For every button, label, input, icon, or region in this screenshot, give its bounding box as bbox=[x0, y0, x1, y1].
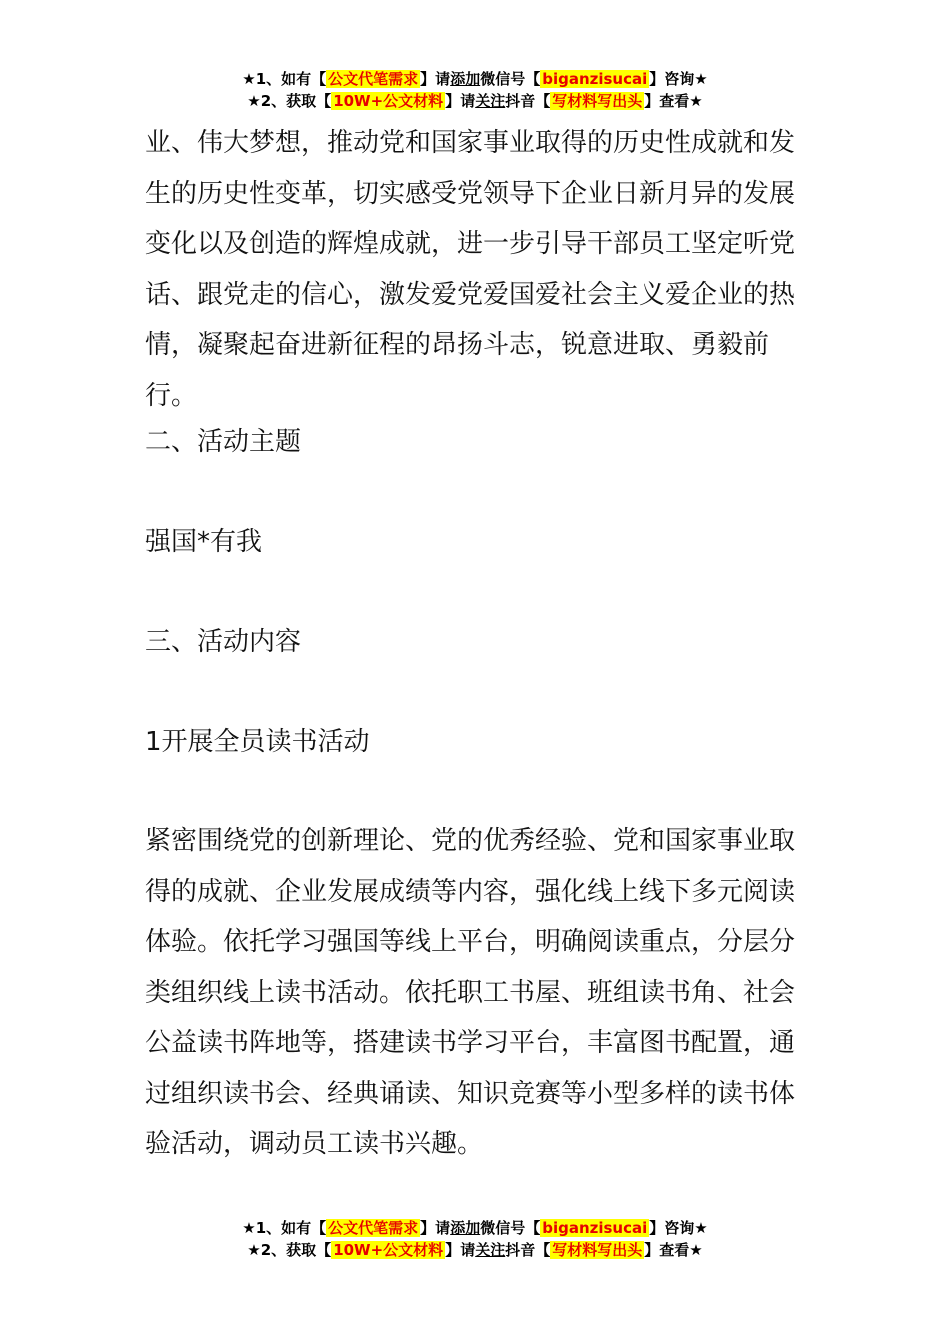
paragraph-line: 话、跟党走的信心，激发爱党爱国爱社会主义爱企业的热 bbox=[145, 279, 796, 310]
promo-highlight: 10W+公文材料 bbox=[333, 92, 444, 110]
promo-line-2 bbox=[0, 90, 950, 112]
promo-text: 微信号【 bbox=[480, 1219, 541, 1237]
promo-underlined: 添加 bbox=[450, 1219, 481, 1237]
promo-text: 】请 bbox=[445, 92, 476, 110]
promo-highlight: 公文代笔需求 bbox=[328, 70, 419, 88]
paragraph-reading bbox=[145, 816, 817, 1170]
promo-text: ★1、如有【 bbox=[242, 1219, 327, 1237]
promo-highlight: 写材料写出头 bbox=[552, 92, 643, 110]
promo-underlined: 关注 bbox=[475, 92, 506, 110]
promo-text: ★2、获取【 bbox=[247, 1241, 332, 1259]
promo-header bbox=[0, 68, 950, 112]
promo-highlight: 写材料写出头 bbox=[552, 1241, 643, 1259]
paragraph-line: 体验。依托学习强国等线上平台，明确阅读重点，分层分 bbox=[145, 927, 796, 957]
promo-text: 微信号【 bbox=[480, 70, 541, 88]
promo-text: 】咨询★ bbox=[649, 1219, 708, 1237]
promo-highlight: biganzisucai bbox=[542, 70, 648, 88]
section-heading-content: 三、活动内容 bbox=[145, 627, 302, 657]
paragraph-line: 过组织读书会、经典诵读、知识竞赛等小型多样的读书体 bbox=[145, 1078, 796, 1109]
paragraph-line: 变化以及创造的辉煌成就，进一步引导干部员工坚定听党 bbox=[145, 229, 796, 259]
promo-text: 抖音【 bbox=[505, 1241, 551, 1259]
paragraph-line: 生的历史性变革，切实感受党领导下企业日新月异的发展 bbox=[145, 178, 796, 209]
promo-line-2 bbox=[0, 1239, 950, 1261]
promo-text: ★2、获取【 bbox=[247, 92, 332, 110]
theme-text: 强国*有我 bbox=[145, 527, 263, 557]
promo-underlined: 添加 bbox=[450, 70, 481, 88]
paragraph-intro bbox=[145, 118, 817, 421]
paragraph-line: 公益读书阵地等，搭建读书学习平台，丰富图书配置，通 bbox=[145, 1028, 796, 1058]
promo-highlight: 10W+公文材料 bbox=[333, 1241, 444, 1259]
promo-text: 】请 bbox=[420, 1219, 451, 1237]
promo-underlined: 关注 bbox=[475, 1241, 506, 1259]
promo-line-1 bbox=[0, 68, 950, 90]
subsection-heading-reading: 1开展全员读书活动 bbox=[145, 727, 370, 757]
paragraph-line: 验活动，调动员工读书兴趣。 bbox=[145, 1129, 484, 1159]
promo-text: ★1、如有【 bbox=[242, 70, 327, 88]
paragraph-line: 情，凝聚起奋进新征程的昂扬斗志，锐意进取、勇毅前行。 bbox=[145, 330, 770, 411]
promo-text: 】请 bbox=[420, 70, 451, 88]
promo-highlight: biganzisucai bbox=[542, 1219, 648, 1237]
promo-text: 】请 bbox=[445, 1241, 476, 1259]
paragraph-line: 类组织线上读书活动。依托职工书屋、班组读书角、社会 bbox=[145, 977, 796, 1008]
promo-text: 】查看★ bbox=[644, 1241, 703, 1259]
paragraph-line: 紧密围绕党的创新理论、党的优秀经验、党和国家事业取 bbox=[145, 826, 796, 856]
promo-text: 抖音【 bbox=[505, 92, 551, 110]
paragraph-line: 得的成就、企业发展成绩等内容，强化线上线下多元阅读 bbox=[145, 876, 796, 907]
promo-line-1 bbox=[0, 1217, 950, 1239]
promo-text: 】查看★ bbox=[644, 92, 703, 110]
section-heading-theme: 二、活动主题 bbox=[145, 427, 302, 457]
promo-highlight: 公文代笔需求 bbox=[328, 1219, 419, 1237]
paragraph-line: 业、伟大梦想，推动党和国家事业取得的历史性成就和发 bbox=[145, 128, 796, 158]
promo-text: 】咨询★ bbox=[649, 70, 708, 88]
promo-footer bbox=[0, 1217, 950, 1261]
